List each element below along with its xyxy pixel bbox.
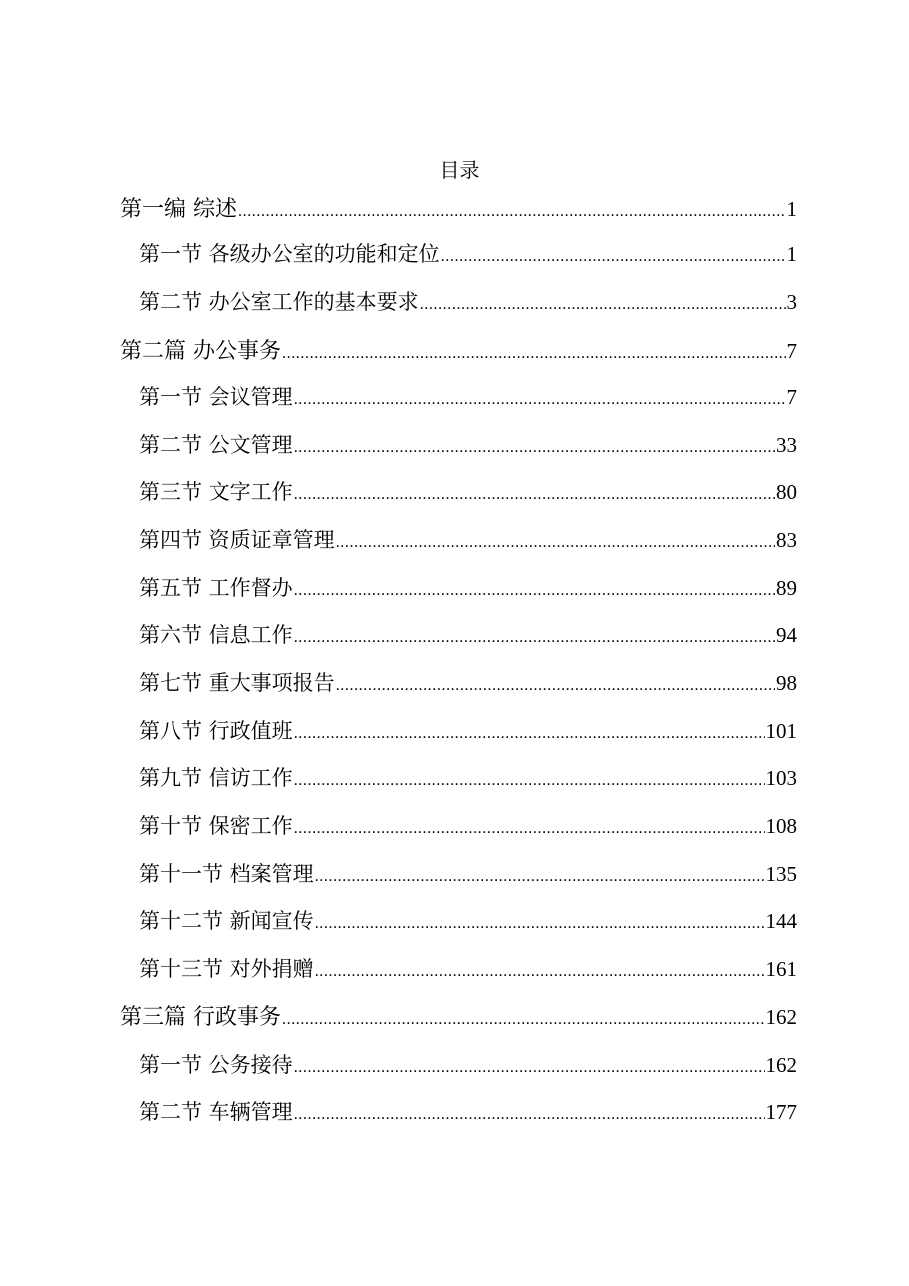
toc-leader-dots bbox=[315, 957, 765, 987]
toc-entry-title: 第十一节 档案管理 bbox=[139, 862, 314, 886]
toc-entry-section[interactable] bbox=[139, 573, 797, 606]
toc-entry-title: 第九节 信访工作 bbox=[139, 766, 293, 790]
toc-page-number: 89 bbox=[776, 576, 797, 600]
toc-leader-dots bbox=[420, 290, 786, 320]
toc-page-number: 103 bbox=[765, 766, 797, 790]
toc-leader-dots bbox=[294, 766, 765, 796]
toc-entry-title: 第一编 综述 bbox=[120, 197, 237, 222]
toc-leader-dots bbox=[294, 576, 775, 606]
toc-leader-dots bbox=[441, 242, 786, 272]
toc-entry-title: 第六节 信息工作 bbox=[139, 623, 293, 647]
toc-leader-dots bbox=[282, 1005, 765, 1035]
toc-entry-title: 第二节 车辆管理 bbox=[139, 1100, 293, 1124]
toc-entry-title: 第一节 各级办公室的功能和定位 bbox=[139, 242, 440, 266]
toc-leader-dots bbox=[336, 528, 775, 558]
toc-page-number: 1 bbox=[786, 242, 797, 266]
toc-leader-dots bbox=[294, 433, 775, 463]
toc-entry-title: 第二篇 办公事务 bbox=[120, 339, 281, 364]
toc-entry-section[interactable] bbox=[139, 430, 797, 463]
toc-entry-part-2[interactable] bbox=[120, 336, 797, 369]
toc-entry-section[interactable] bbox=[139, 954, 797, 987]
toc-page-number: 177 bbox=[765, 1100, 797, 1124]
toc-page-number: 98 bbox=[776, 671, 797, 695]
toc-entry-section[interactable] bbox=[139, 382, 797, 415]
toc-leader-dots bbox=[294, 385, 786, 415]
toc-page-number: 94 bbox=[776, 623, 797, 647]
toc-leader-dots bbox=[282, 339, 786, 369]
toc-entry-title: 第一节 会议管理 bbox=[139, 385, 293, 409]
toc-entry-title: 第三篇 行政事务 bbox=[120, 1005, 281, 1030]
toc-page-number: 101 bbox=[765, 719, 797, 743]
toc-leader-dots bbox=[315, 909, 765, 939]
toc-entry-title: 第二节 办公室工作的基本要求 bbox=[139, 290, 419, 314]
toc-entry-title: 第十三节 对外捐赠 bbox=[139, 957, 314, 981]
toc-entry-part-3[interactable] bbox=[120, 1002, 797, 1035]
toc-entry-section[interactable] bbox=[139, 859, 797, 892]
toc-entry-section[interactable] bbox=[139, 525, 797, 558]
toc-leader-dots bbox=[294, 1053, 765, 1083]
toc-leader-dots bbox=[238, 197, 786, 227]
toc-entry-section[interactable] bbox=[139, 811, 797, 844]
toc-entry-section[interactable] bbox=[139, 763, 797, 796]
toc-page-number: 135 bbox=[765, 862, 797, 886]
toc-page-number: 33 bbox=[776, 433, 797, 457]
toc-page-number: 144 bbox=[765, 909, 797, 933]
toc-page-number: 162 bbox=[765, 1005, 797, 1029]
toc-leader-dots bbox=[294, 480, 775, 510]
toc-page-number: 3 bbox=[786, 290, 797, 314]
toc-entry-part-1[interactable] bbox=[120, 194, 797, 227]
toc-entry-section[interactable] bbox=[139, 239, 797, 272]
toc-page-number: 108 bbox=[765, 814, 797, 838]
toc-leader-dots bbox=[315, 862, 765, 892]
toc-entry-title: 第一节 公务接待 bbox=[139, 1053, 293, 1077]
toc-page-number: 7 bbox=[786, 339, 797, 363]
toc-entry-title: 第四节 资质证章管理 bbox=[139, 528, 335, 552]
toc-leader-dots bbox=[294, 719, 765, 749]
toc-entry-section[interactable] bbox=[139, 1097, 797, 1130]
toc-leader-dots bbox=[294, 814, 765, 844]
toc-entry-section[interactable] bbox=[139, 477, 797, 510]
toc-entry-title: 第十二节 新闻宣传 bbox=[139, 909, 314, 933]
toc-entry-section[interactable] bbox=[139, 668, 797, 701]
toc-entry-title: 第二节 公文管理 bbox=[139, 433, 293, 457]
toc-leader-dots bbox=[336, 671, 775, 701]
toc-entry-section[interactable] bbox=[139, 906, 797, 939]
toc-entry-section[interactable] bbox=[139, 1050, 797, 1083]
toc-page-number: 162 bbox=[765, 1053, 797, 1077]
toc-entry-title: 第七节 重大事项报告 bbox=[139, 671, 335, 695]
toc-page-number: 83 bbox=[776, 528, 797, 552]
toc-entry-section[interactable] bbox=[139, 716, 797, 749]
toc-page-number: 1 bbox=[786, 197, 797, 221]
toc-page-number: 161 bbox=[765, 957, 797, 981]
toc-entry-title: 第三节 文字工作 bbox=[139, 480, 293, 504]
toc-entry-section[interactable] bbox=[139, 287, 797, 320]
toc-page-number: 80 bbox=[776, 480, 797, 504]
toc-entry-title: 第八节 行政值班 bbox=[139, 719, 293, 743]
toc-page-number: 7 bbox=[786, 385, 797, 409]
toc-entry-title: 第五节 工作督办 bbox=[139, 576, 293, 600]
toc-leader-dots bbox=[294, 1100, 765, 1130]
toc-entry-title: 第十节 保密工作 bbox=[139, 814, 293, 838]
toc-entry-section[interactable] bbox=[139, 620, 797, 653]
toc-leader-dots bbox=[294, 623, 775, 653]
toc-title: 目录 bbox=[439, 158, 480, 182]
